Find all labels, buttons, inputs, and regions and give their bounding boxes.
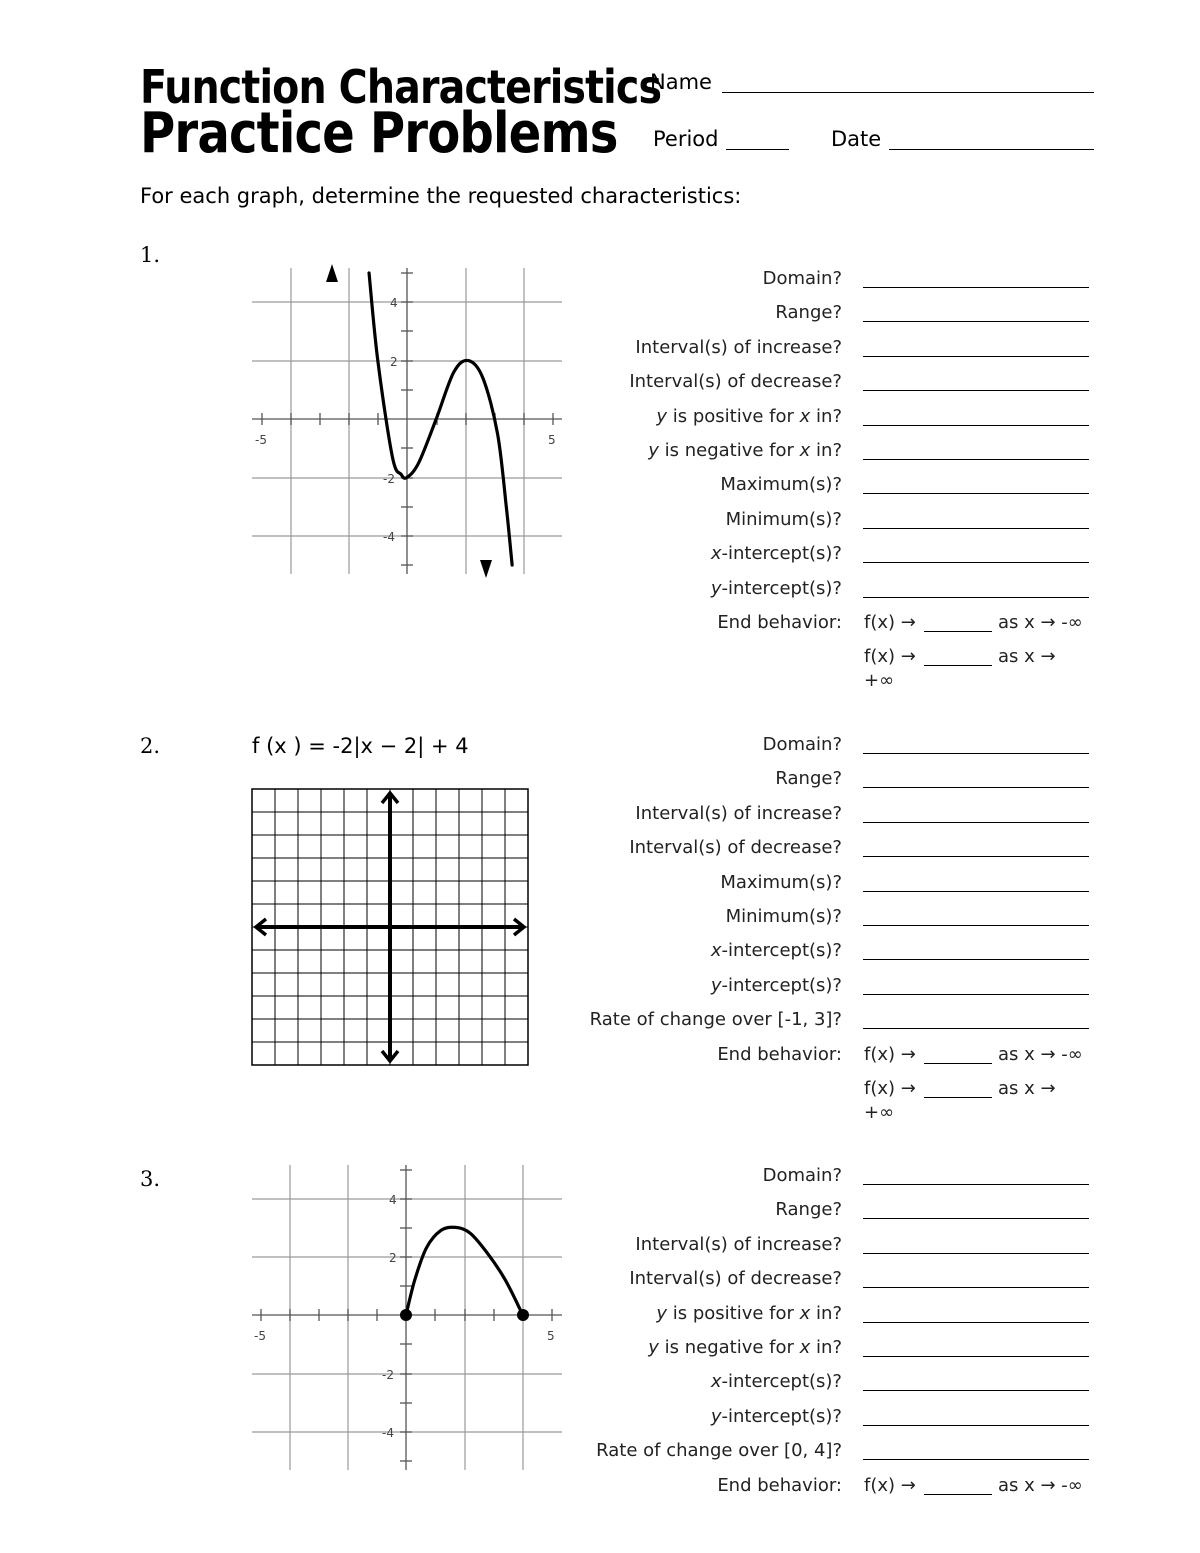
- graph-3-tick-y-4: 4: [389, 1193, 397, 1207]
- problem-3-answer-line[interactable]: [863, 1356, 1089, 1357]
- problem-1-question-label: x-intercept(s)?: [710, 543, 842, 565]
- end-behavior-answer-line[interactable]: [924, 665, 992, 666]
- problem-2-question-label: Domain?: [762, 734, 842, 755]
- end-behavior-neg-inf-label: as x → -∞: [998, 612, 1083, 633]
- name-label: Name: [650, 70, 712, 94]
- problem-2-answer-line[interactable]: [863, 753, 1089, 754]
- problem-2-end-behavior-label: End behavior:: [717, 1043, 842, 1065]
- problem-3-answer-line[interactable]: [863, 1287, 1089, 1288]
- end-behavior-neg-inf-label: as x → -∞: [998, 1474, 1083, 1496]
- instructions: For each graph, determine the requested characteristics:: [140, 184, 742, 208]
- problem-1-question-label: Maximum(s)?: [720, 474, 842, 496]
- end-behavior-f-label: f(x) →: [864, 1474, 916, 1496]
- title-line-1: Function Characteristics: [140, 60, 662, 114]
- problem-3-question-label: y is positive for x in?: [656, 1302, 842, 1324]
- date-label: Date: [831, 127, 882, 151]
- problem-3-number: 3.: [140, 1167, 161, 1191]
- problem-2-answer-line[interactable]: [863, 994, 1089, 995]
- problem-2-question-label: Interval(s) of increase?: [635, 802, 842, 824]
- problem-1-answer-line[interactable]: [863, 425, 1089, 426]
- problem-1-question-label: y is negative for x in?: [648, 440, 842, 461]
- end-behavior-f-label: f(x) →: [864, 612, 916, 633]
- problem-3-end-behavior-label: End behavior:: [717, 1474, 842, 1496]
- graph-3-tick-y-neg4: -4: [382, 1426, 394, 1440]
- end-behavior-f-label: f(x) →: [864, 646, 916, 667]
- problem-3-question-label: y-intercept(s)?: [710, 1405, 842, 1427]
- problem-1-question-label: y is positive for x in?: [656, 405, 842, 427]
- problem-3-question-label: Range?: [775, 1199, 842, 1221]
- problem-1-number: 1.: [140, 243, 161, 267]
- problem-2-answer-line[interactable]: [863, 856, 1089, 857]
- problem-3-question-label: Interval(s) of decrease?: [629, 1268, 842, 1290]
- problem-2-question-label: Interval(s) of decrease?: [629, 837, 842, 859]
- problem-1-answer-line[interactable]: [863, 321, 1089, 322]
- problem-1-question-label: Range?: [775, 302, 842, 324]
- graph-1-tick-y-4: 4: [390, 296, 398, 310]
- period-field[interactable]: [726, 149, 789, 150]
- graph-1-tick-x-neg5: -5: [255, 433, 267, 447]
- problem-1-answer-line[interactable]: [863, 528, 1089, 529]
- graph-1-tick-y-2: 2: [390, 355, 398, 369]
- graph-3-tick-x-neg5: -5: [254, 1329, 266, 1343]
- problem-1-answer-line[interactable]: [863, 597, 1089, 598]
- problem-3-answer-line[interactable]: [863, 1253, 1089, 1254]
- graph-3-start-point: [400, 1309, 412, 1321]
- problem-1-question-label: Domain?: [762, 268, 842, 289]
- graph-1-tick-y-neg4: -4: [383, 530, 395, 544]
- problem-3-answer-line[interactable]: [863, 1218, 1089, 1219]
- end-behavior-answer-line[interactable]: [924, 631, 992, 632]
- problem-3-question-label: Domain?: [762, 1165, 842, 1186]
- end-behavior-answer-line[interactable]: [924, 1097, 992, 1098]
- problem-2-answer-line[interactable]: [863, 1028, 1089, 1029]
- end-behavior-neg-inf-label: as x → -∞: [998, 1043, 1083, 1065]
- problem-3-answer-line[interactable]: [863, 1390, 1089, 1391]
- problem-3-answer-line[interactable]: [863, 1425, 1089, 1426]
- end-behavior-pos-inf-label: as x →: [998, 1077, 1056, 1099]
- graph-2-grid[interactable]: [248, 785, 532, 1069]
- end-behavior-answer-line[interactable]: [924, 1063, 992, 1064]
- problem-2-number: 2.: [140, 734, 161, 758]
- problem-3-question-label: Rate of change over [0, 4]?: [596, 1440, 842, 1462]
- graph-3: [250, 1160, 566, 1476]
- end-behavior-pos-inf-symbol: +∞: [864, 1101, 895, 1123]
- problem-1-answer-line[interactable]: [863, 459, 1089, 460]
- problem-2-question-label: Rate of change over [-1, 3]?: [589, 1009, 842, 1031]
- end-behavior-pos-inf-label: as x →: [998, 646, 1056, 667]
- end-behavior-f-label: f(x) →: [864, 1043, 916, 1065]
- problem-3-question-label: y is negative for x in?: [648, 1337, 842, 1358]
- end-behavior-f-label: f(x) →: [864, 1077, 916, 1099]
- problem-1-question-label: Minimum(s)?: [725, 508, 842, 530]
- end-behavior-answer-line[interactable]: [924, 1494, 992, 1495]
- graph-1-axes: [252, 268, 562, 574]
- end-behavior-pos-inf-symbol: +∞: [864, 670, 895, 691]
- problem-2-answer-line[interactable]: [863, 959, 1089, 960]
- problem-1-question-label: y-intercept(s)?: [710, 577, 842, 599]
- problem-2-question-label: x-intercept(s)?: [710, 940, 842, 962]
- problem-1-end-behavior-label: End behavior:: [717, 612, 842, 633]
- graph-1-tick-x-5: 5: [548, 433, 556, 447]
- problem-1-answer-line[interactable]: [863, 356, 1089, 357]
- problem-3-question-label: x-intercept(s)?: [710, 1371, 842, 1393]
- title-line-2: Practice Problems: [140, 101, 618, 166]
- problem-3-question-label: Interval(s) of increase?: [635, 1233, 842, 1255]
- problem-3-answer-line[interactable]: [863, 1322, 1089, 1323]
- problem-1-answer-line[interactable]: [863, 493, 1089, 494]
- graph-3-tick-y-neg2: -2: [382, 1368, 394, 1382]
- graph-3-end-point: [517, 1309, 529, 1321]
- graph-1: [250, 262, 566, 580]
- problem-3-answer-line[interactable]: [863, 1184, 1089, 1185]
- problem-2-formula: f (x ) = -2|x − 2| + 4: [252, 734, 469, 758]
- problem-1-answer-line[interactable]: [863, 390, 1089, 391]
- problem-3-answer-line[interactable]: [863, 1459, 1089, 1460]
- problem-1-answer-line[interactable]: [863, 562, 1089, 563]
- graph-3-tick-y-2: 2: [389, 1251, 397, 1265]
- problem-1-question-label: Interval(s) of decrease?: [629, 371, 842, 393]
- date-field[interactable]: [889, 149, 1094, 150]
- problem-2-answer-line[interactable]: [863, 787, 1089, 788]
- problem-2-question-label: Range?: [775, 768, 842, 790]
- problem-2-question-label: Maximum(s)?: [720, 871, 842, 893]
- problem-2-answer-line[interactable]: [863, 822, 1089, 823]
- graph-3-tick-x-5: 5: [547, 1329, 555, 1343]
- graph-1-arrow-top: [326, 264, 338, 282]
- period-label: Period: [653, 127, 719, 151]
- name-field[interactable]: [722, 92, 1094, 93]
- graph-1-tick-y-neg2: -2: [383, 472, 395, 486]
- graph-1-arrow-bottom: [480, 560, 492, 578]
- problem-2-question-label: Minimum(s)?: [725, 906, 842, 927]
- problem-2-answer-line[interactable]: [863, 925, 1089, 926]
- problem-2-question-label: y-intercept(s)?: [710, 974, 842, 996]
- problem-1-question-label: Interval(s) of increase?: [635, 336, 842, 358]
- problem-2-answer-line[interactable]: [863, 891, 1089, 892]
- problem-1-answer-line[interactable]: [863, 287, 1089, 288]
